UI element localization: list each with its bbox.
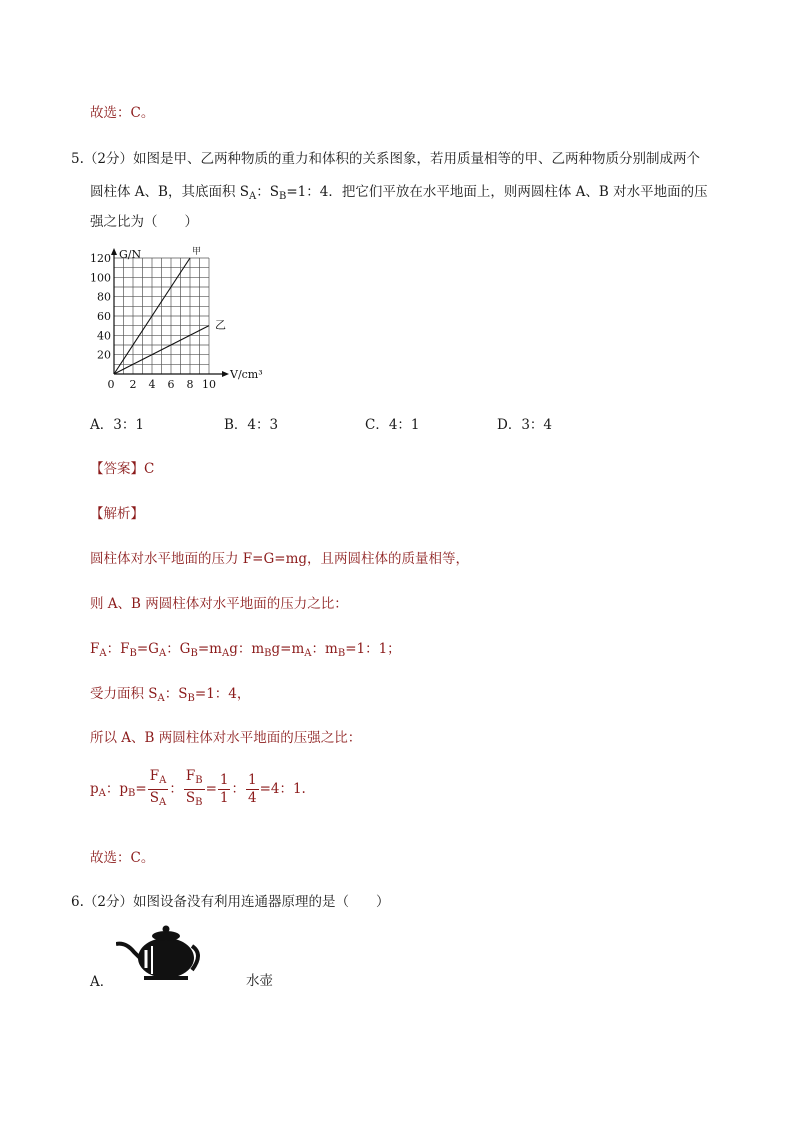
- q5-stem-2c: ：S: [256, 184, 279, 200]
- q5-stem-2b: A: [249, 191, 257, 202]
- q5-stem-line-2: [90, 180, 708, 202]
- q5-option-c: C．4：1: [365, 417, 420, 433]
- series-label-jia: 甲: [192, 247, 202, 257]
- y-axis-arrow: [111, 248, 117, 255]
- y-tick-label: 60: [97, 310, 111, 323]
- pressure-ratio-formula: $p_A$：$p_B=$ $\frac{F_A}{S_A}$ ： $\frac{F_B}{S_B}$ = $\frac{1}{1}$ ： $\frac{1}{4}$ =4：1.: [90, 768, 306, 811]
- x-tick-label: 2: [129, 378, 137, 391]
- y-tick-label: 100: [90, 271, 111, 285]
- kettle-icon: [116, 924, 202, 982]
- final-answer: 故选：C。: [90, 850, 155, 866]
- y-tick-label: 20: [97, 348, 111, 362]
- y-tick-label: 120: [90, 252, 111, 265]
- q4-answer-line: 故选：C。: [90, 105, 155, 121]
- fraction-fb-sb: $\frac{F_B}{S_B}$: [185, 768, 203, 808]
- x-tick-label: 0: [107, 378, 115, 391]
- answer-tag: 【答案】C: [90, 461, 155, 477]
- fraction-fa-sa: $\frac{F_A}{S_A}$: [149, 768, 167, 808]
- analysis-line-5: 所以 A、B 两圆柱体对水平地面的压强之比：: [90, 730, 362, 746]
- q6-option-a-label: A．: [90, 974, 114, 990]
- y-axis-label: G/N: [119, 248, 142, 261]
- fraction-1-1: $\frac{1}{1}$: [219, 772, 229, 806]
- q5-option-b: B．4：3: [224, 417, 279, 433]
- x-tick-label: 4: [148, 378, 156, 391]
- analysis-line-3: $F_A$：$F_B=G_A$：$G_B=m_Ag$：$m_Bg=m_A$：$m_B=1$：1；: [90, 641, 401, 659]
- x-tick-label: 10: [202, 378, 216, 391]
- g-v-chart: [86, 244, 276, 394]
- formula-text: $p_A$：$p_B=$: [90, 781, 147, 799]
- q5-stem-line-1: 5.（2分）如图是甲、乙两种物质的重力和体积的关系图象，若用质量相等的甲、乙两种物质分别制成两个: [71, 151, 700, 167]
- analysis-line-2: 则 A、B 两圆柱体对水平地面的压力之比：: [90, 596, 348, 612]
- q5-stem-2e: =1：4．把它们平放在水平地面上，则两圆柱体 A、B 对水平地面的压: [286, 184, 708, 200]
- q6-stem: 6.（2分）如图设备没有利用连通器原理的是（ ）: [71, 894, 390, 910]
- fraction-1-4: $\frac{1}{4}$: [247, 772, 257, 806]
- q5-option-a: A．3：1: [90, 417, 144, 433]
- y-tick-label: 40: [97, 329, 111, 343]
- q6-option-a-caption: 水壶: [246, 973, 273, 989]
- x-axis-label: V/cm³: [230, 368, 263, 381]
- q5-stem-line-3: 强之比为（ ）: [90, 214, 198, 230]
- analysis-tag: 【解析】: [90, 506, 144, 522]
- analysis-line-1: 圆柱体对水平地面的压力 F=G=mg，且两圆柱体的质量相等，: [90, 551, 470, 567]
- q5-option-d: D．3：4: [497, 417, 553, 433]
- analysis-line-4: 受力面积 $S_A$：$S_B=1$：4，: [90, 686, 251, 704]
- series-label-yi: 乙: [215, 318, 226, 332]
- x-tick-label: 6: [167, 378, 175, 391]
- q5-stem-2d: B: [279, 191, 287, 202]
- y-tick-label: 80: [97, 290, 111, 304]
- x-axis-arrow: [222, 371, 229, 377]
- q5-stem-2a: 圆柱体 A、B，其底面积 S: [90, 184, 250, 200]
- x-tick-label: 8: [186, 378, 194, 391]
